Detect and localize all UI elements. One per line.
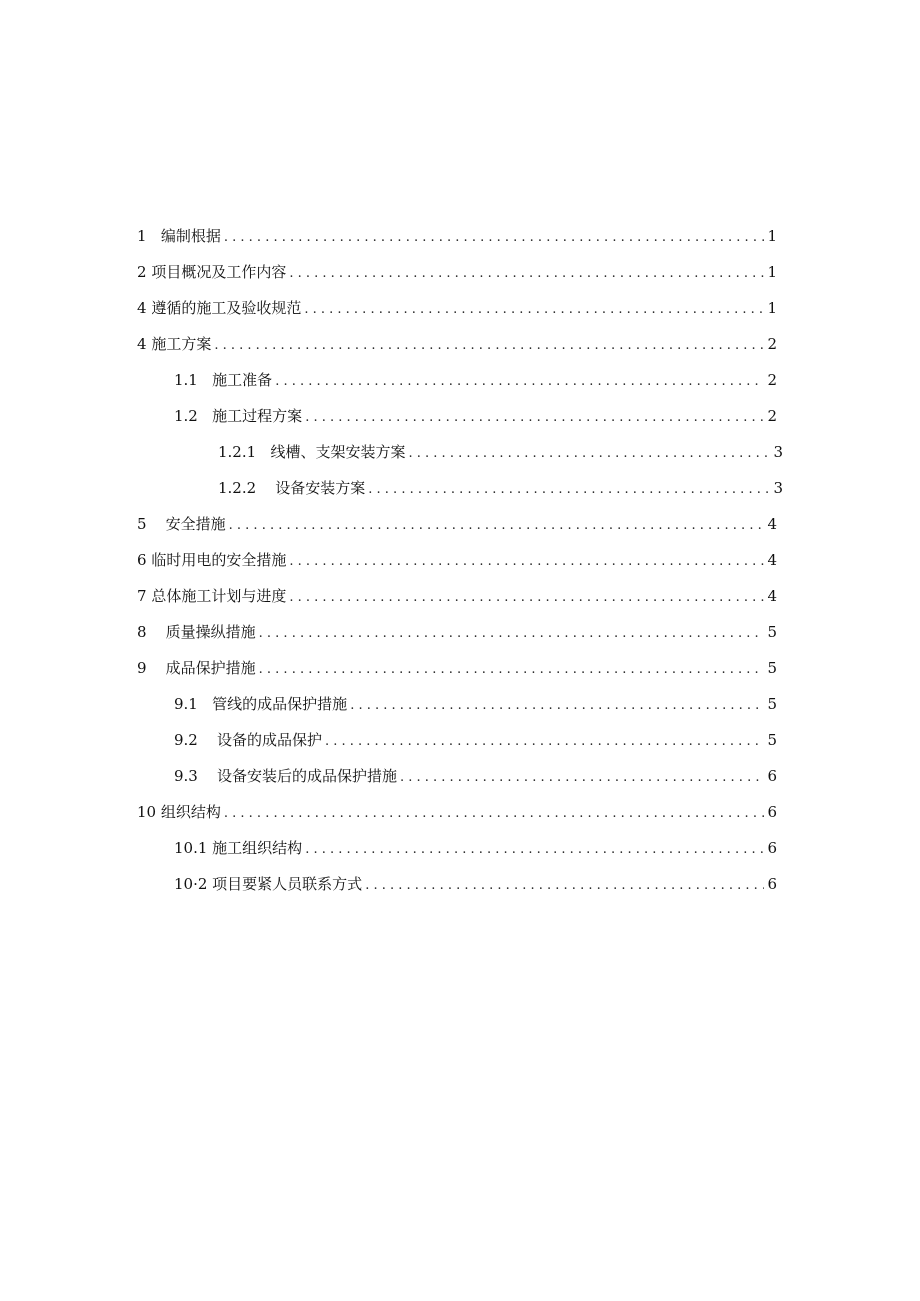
toc-entry-number: 7: [137, 587, 152, 605]
toc-entry-page: 4: [767, 551, 777, 569]
toc-dot-leader: [259, 661, 764, 679]
toc-entry[interactable]: [0, 830, 777, 866]
toc-dot-leader: [400, 769, 764, 787]
toc-entry-number: 10·2: [174, 875, 213, 893]
toc-entry-title: 总体施工计划与进度: [151, 587, 287, 605]
toc-entry-page: 2: [767, 335, 777, 353]
toc-dot-leader: [350, 697, 764, 715]
toc-dot-leader: [305, 841, 764, 859]
toc-entry[interactable]: [0, 398, 777, 434]
toc-entry-title: 设备的成品保护: [216, 731, 322, 749]
toc-entry-page: 4: [767, 587, 777, 605]
toc-entry-number: 9: [137, 659, 166, 677]
toc-entry[interactable]: [0, 650, 777, 686]
toc-entry[interactable]: [0, 614, 777, 650]
toc-entry[interactable]: [0, 722, 777, 758]
toc-entry-page: 6: [767, 875, 777, 893]
toc-entry-page: 6: [767, 839, 777, 857]
toc-dot-leader: [289, 553, 764, 571]
toc-entry[interactable]: [0, 578, 777, 614]
toc-entry-title: 施工方案: [151, 335, 212, 353]
toc-dot-leader: [365, 877, 764, 895]
toc-entry-number: 4: [137, 335, 152, 353]
toc-entry-page: 6: [767, 767, 777, 785]
toc-entry[interactable]: [0, 758, 777, 794]
toc-entry[interactable]: [0, 434, 783, 470]
toc-entry-title: 项目要紧人员联系方式: [212, 875, 363, 893]
toc-entry-title: 临时用电的安全措施: [151, 551, 287, 569]
toc-entry-number: 10: [137, 803, 161, 821]
toc-entry-number: 5: [137, 515, 166, 533]
toc-entry-title: 组织结构: [160, 803, 221, 821]
toc-dot-leader: [214, 337, 764, 355]
toc-entry-page: 1: [767, 263, 777, 281]
toc-entry-title: 施工组织结构: [212, 839, 303, 857]
toc-entry-title: 施工准备: [212, 371, 273, 389]
toc-entry[interactable]: [0, 686, 777, 722]
toc-entry[interactable]: [0, 254, 777, 290]
toc-entry-page: 4: [767, 515, 777, 533]
toc-entry-page: 5: [767, 659, 777, 677]
toc-entry-title: 施工过程方案: [212, 407, 303, 425]
toc-entry[interactable]: [0, 506, 777, 542]
toc-entry-number: 4: [137, 299, 152, 317]
toc-entry-number: 9.2: [174, 731, 217, 749]
toc-entry-page: 5: [767, 695, 777, 713]
toc-dot-leader: [289, 265, 764, 283]
toc-entry[interactable]: [0, 326, 777, 362]
toc-entry-title: 编制根据: [160, 227, 221, 245]
toc-dot-leader: [259, 625, 764, 643]
toc-entry-title: 遵循的施工及验收规范: [151, 299, 302, 317]
toc-entry-number: 8: [137, 623, 166, 641]
toc-dot-leader: [275, 373, 764, 391]
toc-entry-page: 3: [773, 479, 783, 497]
toc-entry-title: 设备安装后的成品保护措施: [216, 767, 397, 785]
toc-dot-leader: [224, 229, 764, 247]
toc-entry-page: 5: [767, 623, 777, 641]
toc-entry-number: 9.1: [174, 695, 213, 713]
toc-entry-page: 2: [767, 407, 777, 425]
toc-entry-number: 10.1: [174, 839, 213, 857]
toc-dot-leader: [304, 301, 764, 319]
toc-dot-leader: [224, 805, 764, 823]
toc-entry-page: 5: [767, 731, 777, 749]
toc-entry[interactable]: [0, 470, 783, 506]
toc-entry[interactable]: [0, 794, 777, 830]
toc-entry-title: 项目概况及工作内容: [151, 263, 287, 281]
toc-entry-title: 安全措施: [165, 515, 226, 533]
toc-entry[interactable]: [0, 290, 777, 326]
toc-entry-page: 3: [773, 443, 783, 461]
toc-dot-leader: [229, 517, 764, 535]
toc-dot-leader: [368, 481, 770, 499]
toc-entry-title: 成品保护措施: [165, 659, 256, 677]
table-of-contents: [0, 218, 920, 902]
toc-entry-number: 1.2: [174, 407, 213, 425]
toc-entry-number: 9.3: [174, 767, 217, 785]
toc-entry-number: 6: [137, 551, 152, 569]
toc-dot-leader: [305, 409, 764, 427]
toc-entry[interactable]: [0, 218, 777, 254]
toc-entry-title: 线槽、支架安装方案: [270, 443, 406, 461]
toc-entry-title: 质量操纵措施: [165, 623, 256, 641]
toc-entry-number: 1.2.2: [218, 479, 276, 497]
toc-dot-leader: [289, 589, 764, 607]
toc-entry[interactable]: [0, 866, 777, 902]
toc-entry-page: 2: [767, 371, 777, 389]
toc-entry-number: 1.1: [174, 371, 213, 389]
toc-entry[interactable]: [0, 362, 777, 398]
toc-entry[interactable]: [0, 542, 777, 578]
toc-dot-leader: [409, 445, 771, 463]
toc-entry-number: 2: [137, 263, 152, 281]
toc-entry-page: 1: [767, 299, 777, 317]
toc-entry-title: 设备安装方案: [275, 479, 366, 497]
toc-entry-number: 1: [137, 227, 161, 245]
toc-entry-title: 管线的成品保护措施: [212, 695, 348, 713]
toc-entry-page: 6: [767, 803, 777, 821]
toc-entry-number: 1.2.1: [218, 443, 271, 461]
toc-dot-leader: [325, 733, 764, 751]
toc-entry-page: 1: [767, 227, 777, 245]
